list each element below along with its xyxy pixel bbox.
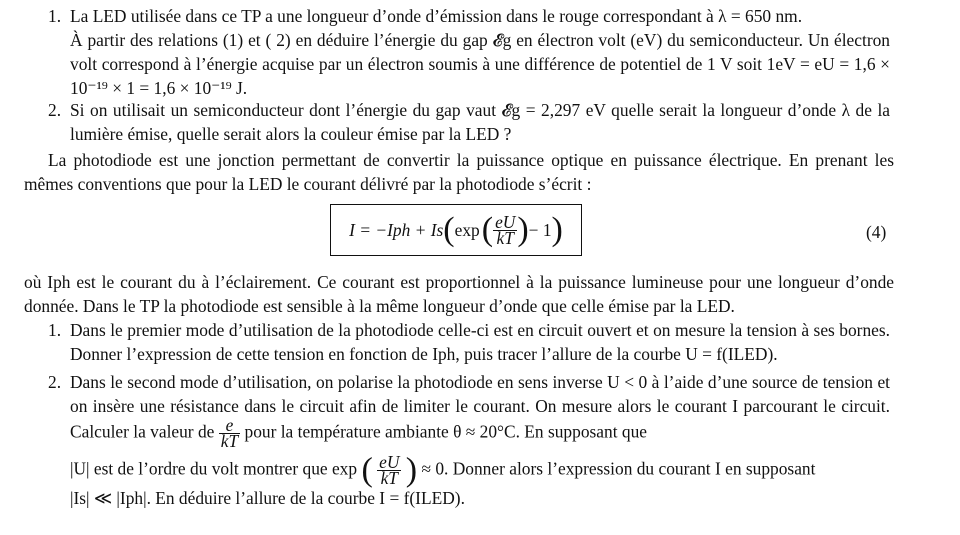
photodiode-formula: I = −Iph + Is ( exp ( $\frac{eU}{kT}$ ) − 1 ) [330,204,582,256]
iph-paragraph: où Iph est le courant du à l’éclairement. Ce courant est proportionnel à la puissance lumineuse pour une longueur d’onde donnée. Dans le TP la photodiode est sensible à la même longueur d’onde que celle émise par la LED. [24,272,894,316]
question-3-text: Dans le premier mode d’utilisation de la photodiode celle-ci est en circuit ouvert et on mesure la tension à ses bornes. Donner l’expression de cette tension en fonction de Iph, puis tracer l’allure de la courbe U = f(ILED). [70,320,890,364]
photodiode-paragraph: La photodiode est une jonction permettant de convertir la puissance optique en puissance électrique. En prenant les mêmes conventions que pour la LED le courant délivré par la photodiode s’écrit : [24,150,894,194]
formula-den: kT [493,230,517,246]
equation-number: (4) [866,222,887,242]
eu-over-kt-num: eU [379,452,400,472]
e-over-kt-fraction [219,415,240,451]
question-3-number: 1. [48,320,62,340]
question-4-part5: |Is| ≪ |Iph|. En déduire l’allure de la courbe I = f(ILED). [70,488,465,508]
question-4-part3: |U| est de l’ordre du volt montrer que exp [70,458,358,479]
formula-fraction [493,211,517,248]
formula-num: eU [495,211,516,232]
eu-over-kt-den: kT [377,470,401,486]
question-3 [48,318,890,366]
formula-tail: − 1 [528,220,552,240]
question-2-number: 2. [48,100,62,120]
question-1-line1: La LED utilisée dans ce TP a une longueur d’onde d’émission dans le rouge correspondant à λ = 650 nm. [70,6,803,26]
question-4-part4: ≈ 0. Donner alors l’expression du courant I en supposant [421,458,816,479]
question-4-part2: pour la température ambiante θ ≈ 20°C. En supposant que [244,421,647,442]
e-over-kt-num: e [225,415,234,435]
question-4: 2. Dans le second mode d’utilisation, on polarise la photodiode en sens inverse U < 0 à l’aide d’une source de tension et on insère une résistance dans le circuit afin de limiter le courant. On mesure alors le courant I parcourant le circuit. Calculer la valeur de $\frac{e}{kT}$ pour la température ambiante θ ≈ 20°C. En supposant que |U| est de l’ordre du volt montrer que exp ( $\frac{eU}{kT}$ ) ≈ 0. Donner alors l’expression du courant I en supposant |Is| ≪ |Iph|. En déduire l’allure de la courbe I = f(ILED). [48,372,890,508]
question-2-text: Si on utilisait un semiconducteur dont l’énergie du gap vaut 𝓔g = 2,297 eV quelle serait la longueur d’onde λ de la lumière émise, quelle serait alors la couleur émise par la LED ? [70,100,890,144]
question-4-number: 2. [48,372,62,392]
question-2 [48,98,890,146]
question-1-line2: À partir des relations (1) et ( 2) en déduire l’énergie du gap 𝓔g en électron volt (eV) du semiconducteur. Un électron volt correspond à l’énergie acquise par un électron soumis à une différence de potentiel de 1 V soit 1eV = eU = 1,6 × 10⁻¹⁹ × 1 = 1,6 × 10⁻¹⁹ J. [70,30,890,98]
question-1-number: 1. [48,6,62,26]
formula-exp: exp [454,220,480,240]
eu-over-kt-fraction [377,452,401,488]
question-4-part1: Dans le second mode d’utilisation, on polarise la photodiode en sens inverse U < 0 à l’aide d’une source de tension et on insère une résistance dans le circuit afin de limiter le courant. On mesure alors le courant I parcourant le circuit. Calculer la valeur de [70,372,890,442]
question-1 [48,4,890,100]
e-over-kt-den: kT [220,431,239,451]
formula-lhs: I = −Iph + Is [349,220,444,240]
